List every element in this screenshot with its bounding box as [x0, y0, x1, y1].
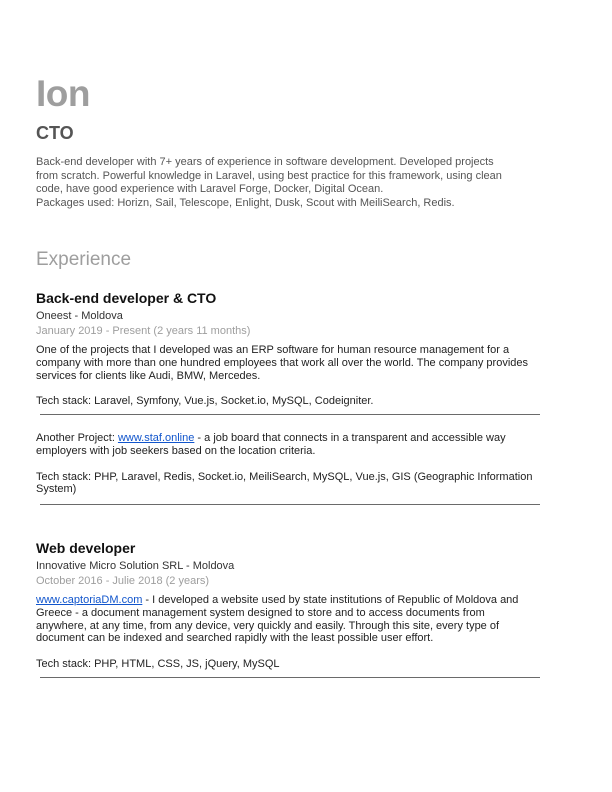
description-line: Greece - a document management system designed to store and to access documents from — [36, 606, 485, 619]
job-description — [36, 344, 546, 382]
candidate-role: CTO — [36, 123, 74, 143]
description-line: services for clients like Audi, BMW, Mercedes. — [36, 369, 261, 382]
divider — [40, 414, 540, 415]
project-line — [36, 432, 546, 445]
project-description: - a job board that connects in a transparent and accessible way — [194, 432, 506, 444]
project-tech-stack — [36, 471, 546, 497]
tech-stack-line: System) — [36, 483, 77, 496]
summary-line: from scratch. Powerful knowledge in Laravel, using best practice for this framework, using clean — [36, 169, 502, 182]
job-title: Back-end developer & CTO — [36, 290, 217, 306]
summary — [36, 156, 541, 210]
summary-line: code, have good experience with Laravel Forge, Docker, Digital Ocean. — [36, 183, 384, 196]
job-dates: October 2016 - Julie 2018 (2 years) — [36, 575, 210, 587]
description-line: anywhere, at any time, from any device, very quickly and easily. Through this site, every type of — [36, 619, 500, 632]
divider — [40, 677, 540, 678]
description-text: - I developed a website used by state institutions of Republic of Moldova and — [142, 594, 519, 606]
description-line — [36, 594, 546, 607]
tech-stack-line: Tech stack: PHP, Laravel, Redis, Socket.io, MeiliSearch, MySQL, Vue.js, GIS (Geographic Information — [36, 470, 533, 483]
job-company: Oneest - Moldova — [36, 310, 123, 322]
job-entry — [36, 539, 546, 671]
company-website-link[interactable]: www.captoriaDM.com — [36, 594, 143, 606]
project-entry — [36, 432, 546, 496]
job-dates: January 2019 - Present (2 years 11 months) — [36, 325, 251, 337]
project-prefix: Another Project: — [36, 432, 118, 444]
tech-stack: Tech stack: PHP, HTML, CSS, JS, jQuery, MySQL — [36, 658, 280, 671]
job-entry — [36, 289, 546, 408]
description-line: document can be indexed and searched rapidly with the least possible user effort. — [36, 632, 434, 645]
summary-line: Back-end developer with 7+ years of experience in software development. Developed projects — [36, 156, 494, 168]
experience-section-title: Experience — [36, 249, 132, 270]
candidate-name: Ion — [36, 73, 90, 114]
description-line: company with more than one hundred employees that work all over the world. The company provides — [36, 356, 529, 369]
job-title: Web developer — [36, 540, 136, 556]
project-link[interactable]: www.staf.online — [117, 432, 195, 444]
job-description — [36, 594, 546, 645]
job-company: Innovative Micro Solution SRL - Moldova — [36, 560, 235, 572]
divider — [40, 504, 540, 505]
project-description-line: employers with job seekers based on the location criteria. — [36, 444, 316, 457]
summary-line: Packages used: Horizn, Sail, Telescope, Enlight, Dusk, Scout with MeiliSearch, Redis. — [36, 196, 455, 209]
description-line: One of the projects that I developed was an ERP software for human resource management for a — [36, 344, 510, 356]
tech-stack: Tech stack: Laravel, Symfony, Vue.js, Socket.io, MySQL, Codeigniter. — [36, 395, 374, 408]
